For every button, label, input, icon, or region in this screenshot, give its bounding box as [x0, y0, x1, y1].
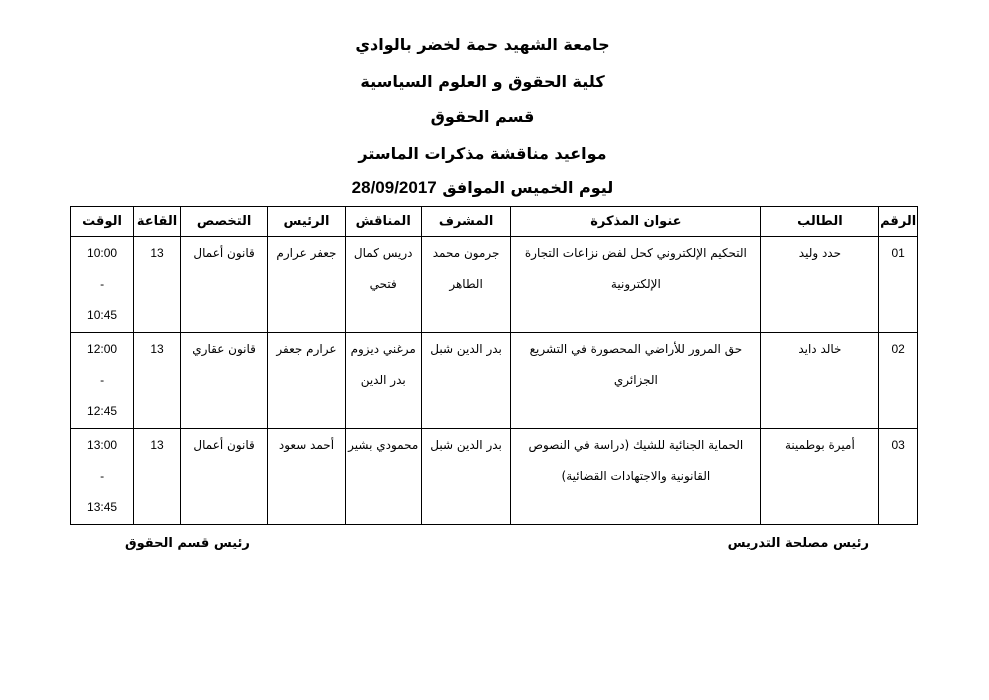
supervisor-name: بدر الدين شبل	[421, 333, 510, 429]
time-slot	[71, 429, 134, 525]
time-slot	[71, 333, 134, 429]
row-number: 03	[879, 429, 918, 525]
time-start: 12:00	[87, 342, 118, 356]
faculty-name: كلية الحقوق و العلوم السياسية	[360, 72, 605, 91]
department-name: قسم الحقوق	[430, 107, 535, 126]
table-row	[71, 429, 918, 525]
student-name: حدد وليد	[761, 237, 879, 333]
schedule-date-line	[0, 178, 977, 198]
col-header-student: الطالب	[761, 207, 879, 237]
time-start: 10:00	[87, 246, 118, 260]
thesis-title: التحكيم الإلكتروني كحل لفض نزاعات التجارة الإلكترونية	[511, 237, 761, 333]
thesis-title: الحماية الجنائية للشيك (دراسة في النصوص القانونية والاجتهادات القضائية)	[511, 429, 761, 525]
defense-schedule-table	[70, 206, 918, 525]
time-separator: -	[100, 277, 105, 291]
col-header-supervisor: المشرف	[421, 207, 510, 237]
hall-number: 13	[134, 237, 181, 333]
col-header-number: الرقم	[879, 207, 918, 237]
time-end: 10:45	[87, 308, 118, 322]
schedule-date: 28/09/2017	[351, 178, 437, 197]
specialty: قانون أعمال	[180, 237, 267, 333]
time-end: 13:45	[87, 500, 118, 514]
supervisor-name: بدر الدين شبل	[421, 429, 510, 525]
col-header-time: الوقت	[71, 207, 134, 237]
specialty: قانون أعمال	[180, 429, 267, 525]
president-name: أحمد سعود	[268, 429, 345, 525]
president-name: عرارم جعفر	[268, 333, 345, 429]
col-header-title: عنوان المذكرة	[511, 207, 761, 237]
time-slot	[71, 237, 134, 333]
document-subject: مواعيد مناقشة مذكرات الماستر	[358, 144, 607, 163]
thesis-title: حق المرور للأراضي المحصورة في التشريع الجزائري	[511, 333, 761, 429]
time-separator: -	[100, 373, 105, 387]
col-header-specialty: التخصص	[180, 207, 267, 237]
time-end: 12:45	[87, 404, 118, 418]
row-number: 01	[879, 237, 918, 333]
president-name: جعفر عرارم	[268, 237, 345, 333]
time-separator: -	[100, 469, 105, 483]
specialty: قانون عقاري	[180, 333, 267, 429]
hall-number: 13	[134, 333, 181, 429]
row-number: 02	[879, 333, 918, 429]
time-start: 13:00	[87, 438, 118, 452]
day-prefix: ليوم الخميس الموافق	[442, 178, 614, 197]
table-row	[71, 333, 918, 429]
examiner-name: مرغني ديزوم بدر الدين	[345, 333, 421, 429]
student-name: خالد دايد	[761, 333, 879, 429]
student-name: أميرة بوطمينة	[761, 429, 879, 525]
table-header-row	[71, 207, 918, 237]
col-header-president: الرئيس	[268, 207, 345, 237]
university-name: جامعة الشهيد حمة لخضر بالوادي	[355, 35, 610, 54]
table-row	[71, 237, 918, 333]
signature-teaching-service-head: رئيس مصلحة التدريس	[727, 536, 869, 551]
examiner-name: محمودي بشير	[345, 429, 421, 525]
examiner-name: دريس كمال فتحي	[345, 237, 421, 333]
col-header-hall: القاعة	[134, 207, 181, 237]
signature-department-head: رئيس قسم الحقوق	[125, 536, 250, 551]
supervisor-name: جرمون محمد الطاهر	[421, 237, 510, 333]
col-header-examiner: المناقش	[345, 207, 421, 237]
hall-number: 13	[134, 429, 181, 525]
